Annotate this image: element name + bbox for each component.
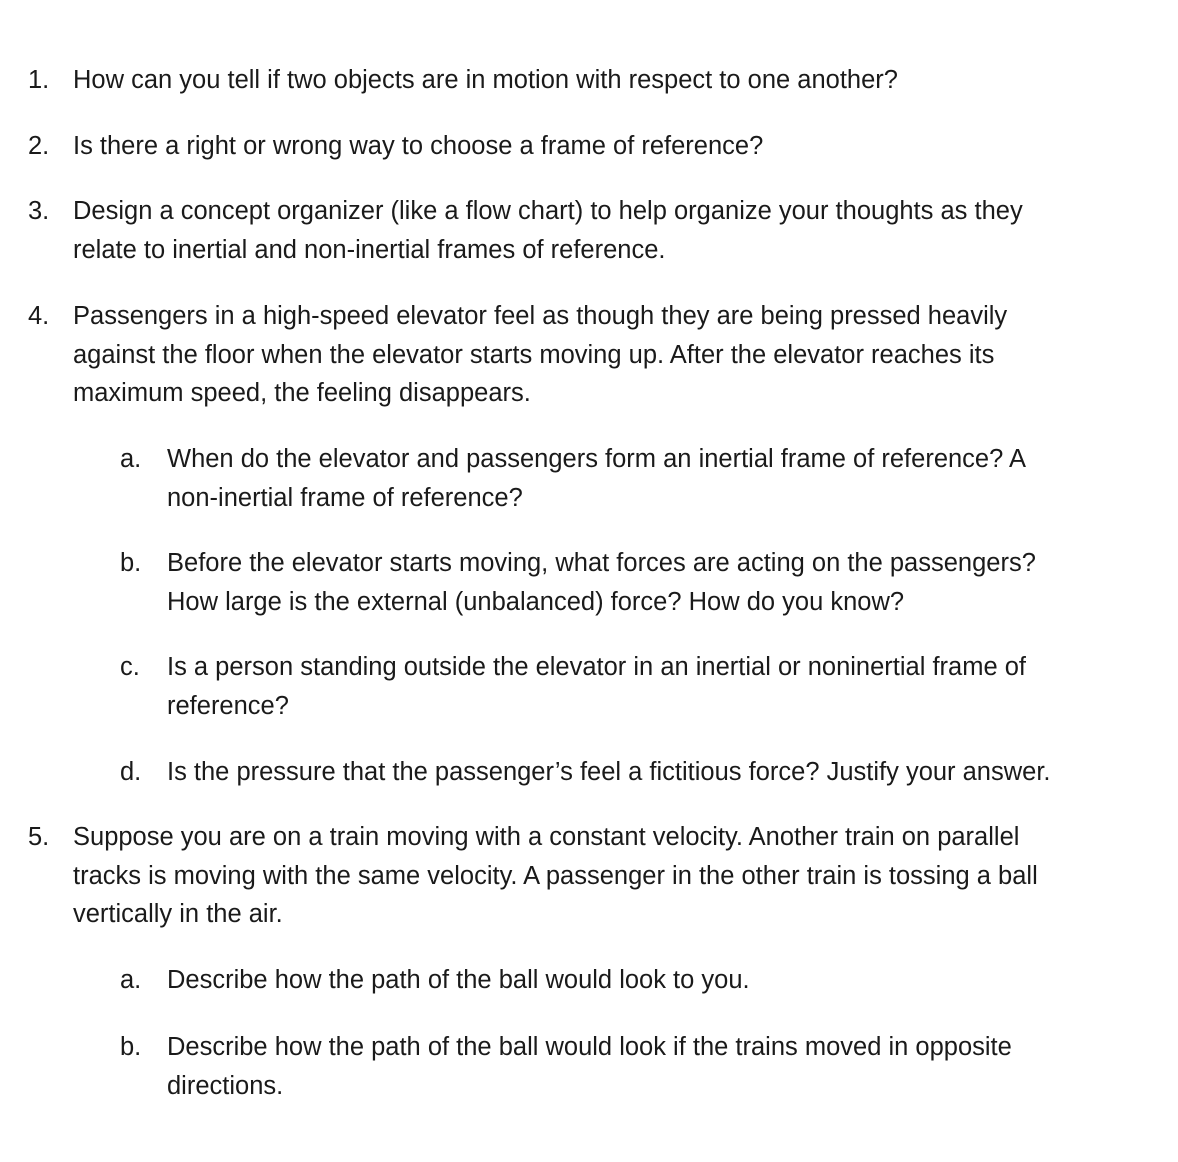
text-line: vertically in the air. — [73, 900, 283, 928]
subquestion-text — [167, 1028, 1012, 1105]
text-line: Design a concept organizer (like a flow chart) to help organize your thoughts as they — [73, 197, 1023, 225]
text-line: Is there a right or wrong way to choose a frame of reference? — [73, 132, 764, 160]
question-number: 4. — [28, 302, 50, 330]
text-line: Passengers in a high-speed elevator feel as though they are being pressed heavily — [73, 302, 1008, 330]
question-number: 3. — [28, 197, 50, 225]
subquestion-text — [167, 648, 1026, 725]
question-text — [73, 192, 1023, 269]
text-line: against the floor when the elevator starts moving up. After the elevator reaches its — [73, 340, 995, 369]
question-text — [73, 818, 1038, 934]
subquestion-letter: c. — [120, 653, 140, 681]
subquestion-letter: a. — [120, 445, 142, 473]
question-number: 2. — [28, 132, 50, 160]
subquestion-text — [167, 753, 1051, 792]
subquestion-letter: b. — [120, 549, 142, 577]
subquestion-text — [167, 544, 1036, 621]
subquestion-text — [167, 440, 1026, 517]
text-line: Is the pressure that the passenger’s feel a fictitious force? Justify your answer. — [167, 758, 1051, 786]
text-line: non-inertial frame of reference? — [167, 483, 523, 512]
subquestion-letter: b. — [120, 1033, 142, 1061]
text-line: Describe how the path of the ball would look to you. — [167, 966, 750, 994]
text-line: How can you tell if two objects are in motion with respect to one another? — [73, 66, 898, 94]
text-line: relate to inertial and non-inertial frames of reference. — [73, 235, 666, 264]
text-line: maximum speed, the feeling disappears. — [73, 379, 531, 407]
subquestion-text — [167, 961, 750, 1000]
text-line: Is a person standing outside the elevator in an inertial or noninertial frame of — [167, 653, 1027, 681]
subquestion-letter: a. — [120, 966, 142, 994]
text-line: Suppose you are on a train moving with a constant velocity. Another train on parallel — [73, 823, 1020, 851]
question-number: 1. — [28, 66, 50, 94]
text-line: directions. — [167, 1071, 284, 1100]
question-text — [73, 61, 898, 100]
question-number: 5. — [28, 823, 50, 851]
question-text — [73, 127, 763, 166]
question-text — [73, 297, 1007, 413]
text-line: tracks is moving with the same velocity. A passenger in the other train is tossing a ball — [73, 861, 1038, 890]
subquestion-letter: d. — [120, 758, 142, 786]
text-line: When do the elevator and passengers form an inertial frame of reference? A — [167, 445, 1026, 473]
text-line: Before the elevator starts moving, what forces are acting on the passengers? — [167, 549, 1036, 577]
text-line: How large is the external (unbalanced) force? How do you know? — [167, 587, 905, 616]
text-line: Describe how the path of the ball would look if the trains moved in opposite — [167, 1033, 1012, 1061]
text-line: reference? — [167, 691, 289, 720]
